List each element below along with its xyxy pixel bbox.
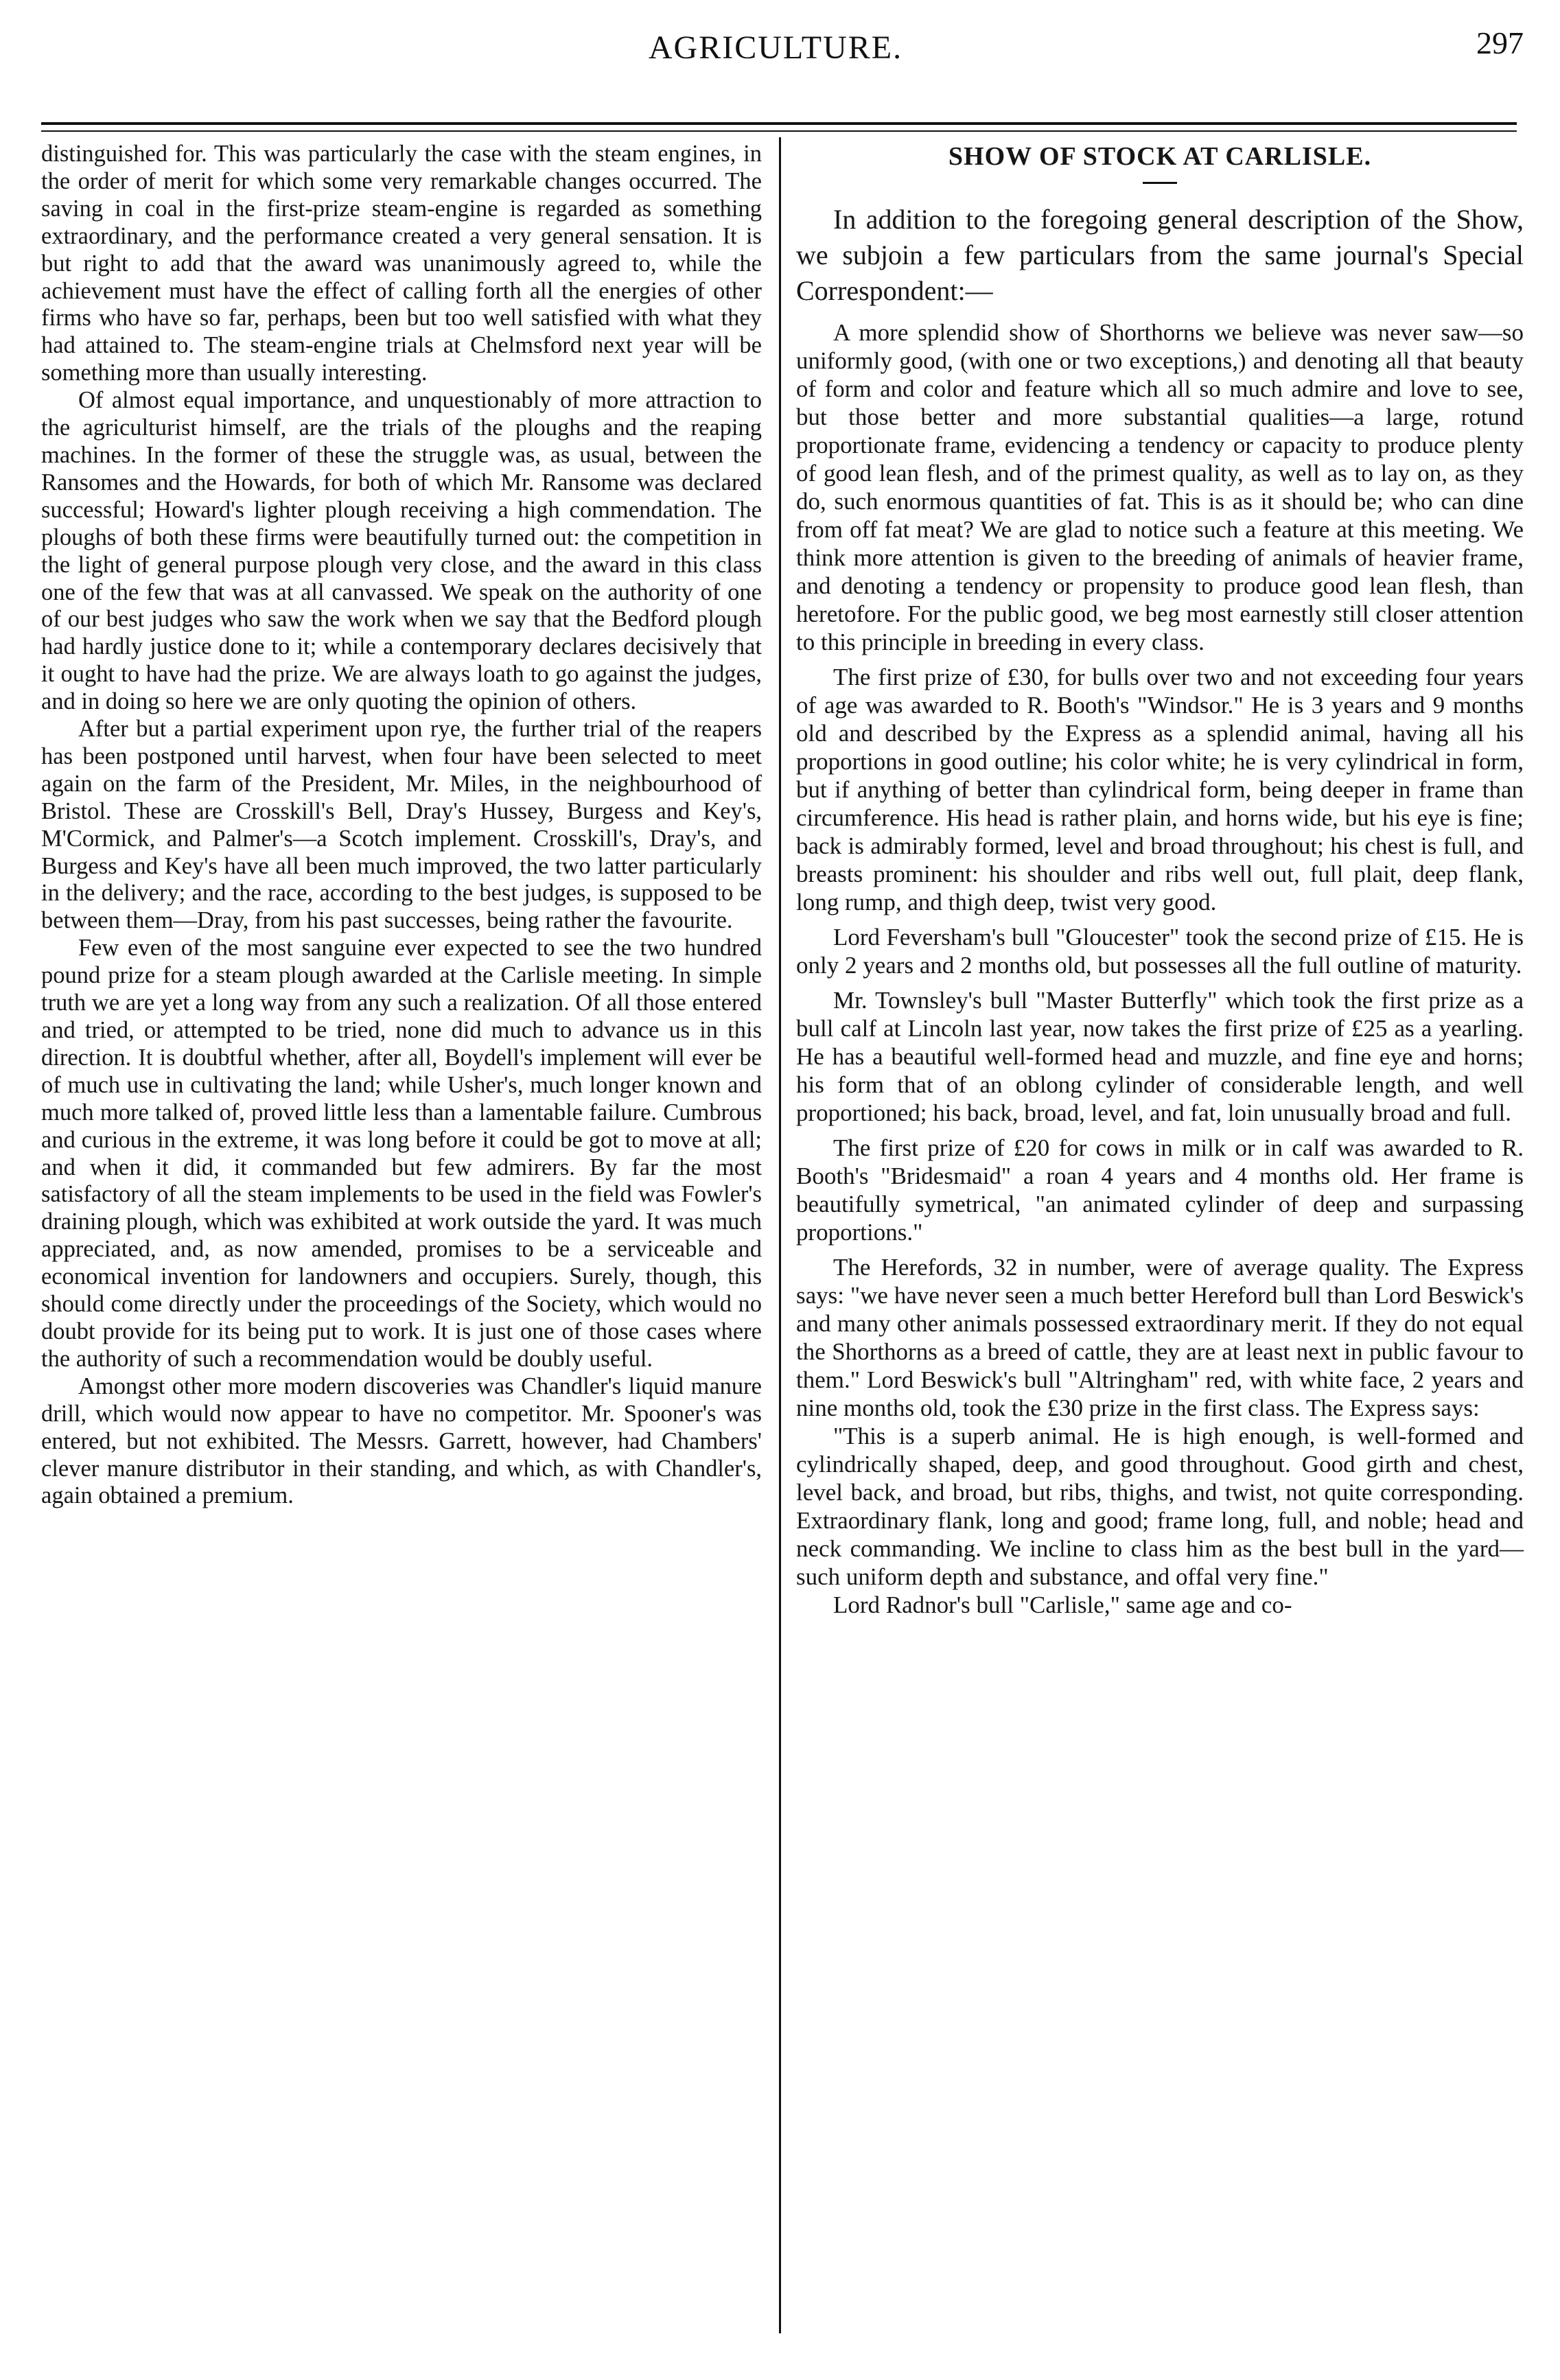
- paragraph: The first prize of £30, for bulls over two and not exceeding four years of age was awarded to R. Booth's "Windsor." He is 3 years and 9 months old and described by the Express as a splendid animal, having all his proportions in good outline; his color white; he is very cylindrical in form, but if anything of better than cylindrical form, being deeper in frame than circumference. His head is rather plain, and horns wide, but his eye is fine; back is admirably formed, level and broad throughout; his chest is full, and breasts prominent: his shoulder and ribs well out, full plait, deep flank, long rump, and thigh deep, twist very good.: [796, 664, 1524, 915]
- paragraph: Amongst other more modern discoveries was Chandler's liquid manure drill, which would now appear to have no competitor. Mr. Spooner's was entered, but not exhibited. The Messrs. Garrett, however, had Chambers' clever manure distributor in their standing, and which, as with Chandler's, again obtained a premium.: [41, 1373, 762, 1509]
- quoted-paragraph: "This is a superb animal. He is high enough, is well-formed and cylindrically shaped, deep, and good throughout. Good girth and chest, level back, and broad, but ribs, thighs, and twist, not quite corresponding. Extraordinary flank, long and good; frame long, full, and noble; head and neck commanding. We incline to class him as the best bull in the yard—such uniform depth and substance, and offal very fine.": [796, 1423, 1524, 1590]
- page-header: [27, 25, 1524, 86]
- header-rule-thick: [41, 122, 1517, 125]
- paragraph: Few even of the most sanguine ever expected to see the two hundred pound prize for a steam plough awarded at the Carlisle meeting. In simple truth we are yet a long way from any such a realization. Of all those entered and tried, or attempted to be tried, none did much to advance us in this direction. It is doubtful whether, after all, Boydell's implement will ever be of much use in cultivating the land; while Usher's, much longer known and much more talked of, proved little less than a lamentable failure. Cumbrous and curious in the extreme, it was long before it could be got to move at all; and when it did, it commanded but few admirers. By far the most satisfactory of all the steam implements to be used in the field was Fowler's draining plough, which was exhibited at work outside the yard. It was much appreciated, and, as now amended, promises to be a serviceable and economical invention for landowners and occupiers. Surely, though, this should come directly under the proceedings of the Society, which would no doubt provide for its being put to work. It is just one of those cases where the authority of such a recommendation would be doubly useful.: [41, 935, 762, 1372]
- paragraph: After but a partial experiment upon rye, the further trial of the reapers has been postponed until harvest, when four have been selected to meet again on the farm of the President, Mr. Miles, in the neighbourhood of Bristol. These are Crosskill's Bell, Dray's Hussey, Burgess and Key's, M'Cormick, and Palmer's—a Scotch implement. Crosskill's, Dray's, and Burgess and Key's have all been much improved, the two latter particularly in the delivery; and the race, according to the best judges, is supposed to be between them—Dray, from his past successes, being rather the favourite.: [41, 716, 762, 934]
- running-head: AGRICULTURE.: [648, 30, 903, 66]
- paragraph: distinguished for. This was particularly the case with the steam engines, in the order of merit for which some very remarkable changes occurred. The saving in coal in the first-prize steam-engine is regarded as something extraordinary, and the performance created a very general sensation. It is but right to add that the award was unanimously agreed to, while the achievement must have the effect of calling forth all the energies of other firms who have so far, perhaps, been but too well satisfied with what they had attained to. The steam-engine trials at Chelmsford next year will be something more than usually interesting.: [41, 141, 762, 386]
- right-column: [796, 141, 1524, 1619]
- intro-paragraph: In addition to the foregoing general description of the Show, we subjoin a few particulars from the same journal's Special Correspondent:—: [796, 204, 1524, 306]
- left-column: [41, 141, 762, 1510]
- section-dash: [1143, 182, 1177, 184]
- paragraph: Lord Feversham's bull "Gloucester" took the second prize of £15. He is only 2 years and 2 months old, but possesses all the full outline of maturity.: [796, 924, 1524, 979]
- paragraph: The first prize of £20 for cows in milk or in calf was awarded to R. Booth's "Bridesmaid" a roan 4 years and 4 months old. Her frame is beautifully symetrical, "an animated cylinder of deep and surpassing proportions.": [796, 1134, 1524, 1246]
- section-title: SHOW OF STOCK AT CARLISLE.: [948, 142, 1372, 171]
- header-rule-thin: [41, 130, 1517, 132]
- paragraph: Mr. Townsley's bull "Master Butterfly" which took the first prize as a bull calf at Lincoln last year, now takes the first prize of £25 as a yearling. He has a beautiful well-formed head and muzzle, and fine eye and horns; his form that of an oblong cylinder of considerable length, and well proportioned; his back, broad, level, and fat, loin unusually broad and full.: [796, 987, 1524, 1126]
- paragraph: A more splendid show of Shorthorns we believe was never saw—so uniformly good, (with one or two exceptions,) and denoting all that beauty of form and color and feature which all so much admire and love to see, but those better and more substantial qualities—a large, rotund proportionate frame, evidencing a tendency or capacity to produce plenty of good lean flesh, and of the primest quality, as well as to lay on, as they do, such enormous quantities of fat. This is as it should be; who can dine from off fat meat? We are glad to notice such a feature at this meeting. We think more attention is given to the breeding of animals of heavier frame, and denoting a tendency or propensity to produce good lean flesh, than heretofore. For the public good, we beg most earnestly still closer attention to this principle in breeding in every class.: [796, 319, 1524, 655]
- paragraph: Of almost equal importance, and unquestionably of more attraction to the agriculturist himself, are the trials of the ploughs and the reaping machines. In the former of these the struggle was, as usual, between the Ransomes and the Howards, for both of which Mr. Ransome was declared successful; Howard's lighter plough receiving a high commendation. The ploughs of both these firms were beautifully turned out: the competition in the light of general purpose plough very close, and the award in this class one of the few that was at all canvassed. We speak on the authority of one of our best judges who saw the work when we say that the Bedford plough had hardly justice done to it; while a contemporary declares decisively that it ought to have had the prize. We are always loath to go against the judges, and in doing so here we are only quoting the opinion of others.: [41, 387, 762, 715]
- column-divider: [779, 137, 781, 2333]
- paragraph: Lord Radnor's bull "Carlisle," same age and co-: [833, 1591, 1292, 1618]
- paragraph: The Herefords, 32 in number, were of average quality. The Express says: "we have never seen a much better Hereford bull than Lord Beswick's and many other animals possessed extraordinary merit. If they do not equal the Shorthorns as a breed of cattle, they are at least next in public favour to them." Lord Beswick's bull "Altringham" red, with white face, 2 years and nine months old, took the £30 prize in the first class. The Express says:: [796, 1254, 1524, 1421]
- page-number: 297: [1476, 25, 1524, 60]
